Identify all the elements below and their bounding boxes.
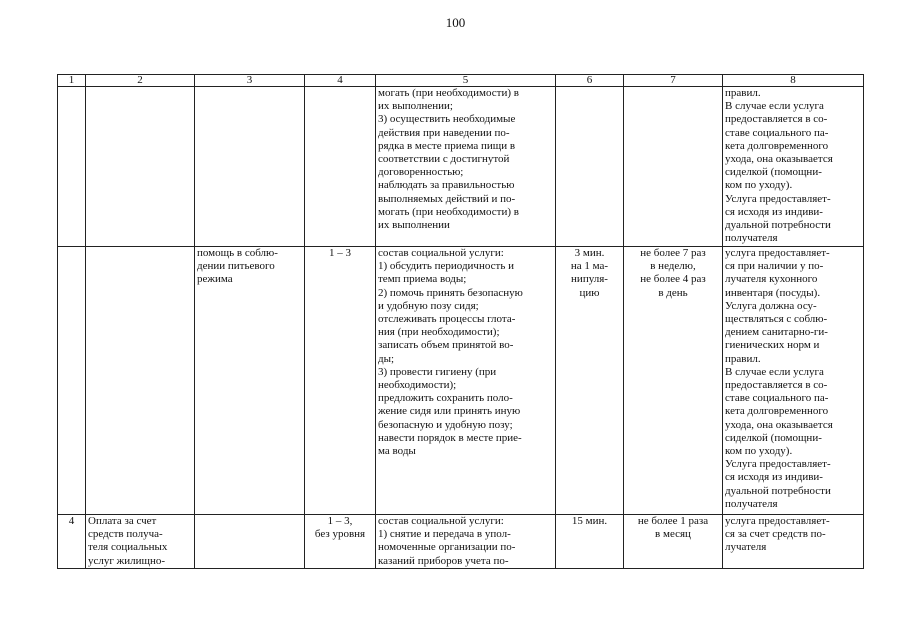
text-line: Услуга должна осу- xyxy=(725,299,817,312)
table-cell xyxy=(305,87,376,247)
table-row xyxy=(58,87,864,247)
text-line: нипуля- xyxy=(571,273,608,286)
duration-cell: 15 мин. xyxy=(556,515,624,569)
conditions-cell xyxy=(723,247,864,515)
frequency-cell xyxy=(624,247,723,515)
text-line: ся исходя из индиви- xyxy=(725,471,823,484)
text-line: без уровня xyxy=(314,528,366,541)
header-cell: 5 xyxy=(376,75,556,87)
text-line: состав социальной услуги: xyxy=(378,515,504,527)
text-line: ния (при необходимости); xyxy=(378,326,500,339)
table-cell xyxy=(195,515,305,569)
text-line: ставе социального па- xyxy=(725,392,829,405)
text-line: кета долговременного xyxy=(725,139,829,152)
text-line: ком по уходу). xyxy=(725,179,793,192)
service-title-cell xyxy=(86,515,195,569)
text-line: соответствии с достигнутой xyxy=(378,153,510,166)
text-line: 3 мин. xyxy=(574,247,605,259)
text-line: казаний приборов учета по- xyxy=(378,554,509,567)
text-line: в неделю, xyxy=(650,260,696,273)
text-line: лучателя кухонного xyxy=(725,273,818,286)
table-cell xyxy=(195,87,305,247)
text-line: могать (при необходимости) в xyxy=(378,205,519,218)
service-name-cell xyxy=(195,247,305,515)
text-line: ставе социального па- xyxy=(725,126,829,139)
text-line: ма воды xyxy=(378,445,416,458)
text-line: предоставляется в со- xyxy=(725,113,828,126)
header-cell: 6 xyxy=(556,75,624,87)
text-line: отслеживать процессы глота- xyxy=(378,313,516,326)
text-line: сиделкой (помощни- xyxy=(725,166,822,179)
text-line: дением санитарно-ги- xyxy=(725,326,828,339)
text-line: кета долговременного xyxy=(725,405,829,418)
header-cell: 1 xyxy=(58,75,86,87)
text-line: 3) осуществить необходимые xyxy=(378,113,516,126)
text-line: и удобную позу сидя; xyxy=(378,299,479,312)
row-number-cell: 4 xyxy=(58,515,86,569)
services-table xyxy=(57,74,864,569)
text-line: гиенических норм и xyxy=(725,339,820,352)
text-line: услуга предоставляет- xyxy=(725,247,830,259)
text-line: выполняемых действий и по- xyxy=(378,192,516,205)
text-line: средств получа- xyxy=(88,528,163,541)
header-cell: 7 xyxy=(624,75,723,87)
text-line: темп приема воды; xyxy=(378,273,467,286)
text-line: в месяц xyxy=(655,528,691,541)
text-line: Оплата за счет xyxy=(88,515,157,527)
text-line: В случае если услуга xyxy=(725,365,824,378)
header-cell: 2 xyxy=(86,75,195,87)
service-content-cell xyxy=(376,247,556,515)
text-line: Услуга предоставляет- xyxy=(725,192,831,205)
text-line: дуальной потребности xyxy=(725,484,831,497)
text-line: записать объем принятой во- xyxy=(378,339,514,352)
text-line: в день xyxy=(658,286,688,299)
text-line: правил. xyxy=(725,87,761,99)
text-line: ды; xyxy=(378,352,395,365)
text-line: В случае если услуга xyxy=(725,100,824,113)
table-cell xyxy=(556,87,624,247)
text-line: помощь в соблю- xyxy=(197,247,278,259)
text-line: действия при наведении по- xyxy=(378,126,510,139)
text-line: безопасную и удобную позу; xyxy=(378,418,513,431)
text-line: жение сидя или принять иную xyxy=(378,405,521,418)
text-line: сиделкой (помощни- xyxy=(725,431,822,444)
text-line: рядка в месте приема пищи в xyxy=(378,139,516,152)
table-row xyxy=(58,247,864,515)
text-line: могать (при необходимости) в xyxy=(378,87,519,99)
table-cell xyxy=(58,87,86,247)
text-line: не более 1 раза xyxy=(637,515,709,527)
text-line: их выполнении xyxy=(378,219,450,232)
text-line: ществляться с соблю- xyxy=(725,313,828,326)
frequency-cell xyxy=(624,515,723,569)
text-line: режима xyxy=(197,273,233,286)
text-line: на 1 ма- xyxy=(570,260,609,273)
text-line: 1) снятие и передача в упол- xyxy=(378,528,511,541)
conditions-cell xyxy=(723,87,864,247)
text-line: услуга предоставляет- xyxy=(725,515,830,527)
text-line: номоченные организации по- xyxy=(378,541,516,554)
header-cell: 4 xyxy=(305,75,376,87)
text-line: наблюдать за правильностью xyxy=(378,179,515,192)
text-line: не более 4 раз xyxy=(640,273,706,286)
duration-cell xyxy=(556,247,624,515)
table-header-row xyxy=(58,75,864,87)
header-cell: 3 xyxy=(195,75,305,87)
table-cell xyxy=(86,247,195,515)
text-line: правил. xyxy=(725,352,761,365)
text-line: дении питьевого xyxy=(197,260,275,273)
text-line: навести порядок в месте прие- xyxy=(378,431,522,444)
page-number: 100 xyxy=(445,15,466,30)
text-line: договоренностью; xyxy=(378,166,464,179)
text-line: услуг жилищно- xyxy=(88,554,166,567)
text-line: 2) помочь принять безопасную xyxy=(378,286,523,299)
table-cell xyxy=(624,87,723,247)
text-line: дуальной потребности xyxy=(725,219,831,232)
text-line: лучателя xyxy=(725,541,767,554)
text-line: ся при наличии у по- xyxy=(725,260,824,273)
header-cell: 8 xyxy=(723,75,864,87)
text-line: предоставляется в со- xyxy=(725,379,828,392)
table-cell xyxy=(58,247,86,515)
level-cell: 1 – 3 xyxy=(305,247,376,515)
text-line: состав социальной услуги: xyxy=(378,247,504,259)
table-cell xyxy=(86,87,195,247)
text-line: Услуга предоставляет- xyxy=(725,458,831,471)
text-line: цию xyxy=(579,286,600,299)
conditions-cell xyxy=(723,515,864,569)
text-line: их выполнении; xyxy=(378,100,453,113)
text-line: получателя xyxy=(725,232,778,245)
service-content-cell xyxy=(376,87,556,247)
service-content-cell xyxy=(376,515,556,569)
text-line: необходимости); xyxy=(378,379,457,392)
table-row xyxy=(58,515,864,569)
text-line: предложить сохранить поло- xyxy=(378,392,513,405)
text-line: ухода, она оказывается xyxy=(725,418,833,431)
text-line: ухода, она оказывается xyxy=(725,153,833,166)
text-line: ком по уходу). xyxy=(725,445,793,458)
text-line: теля социальных xyxy=(88,541,168,554)
text-line: ся исходя из индиви- xyxy=(725,205,823,218)
text-line: 3) провести гигиену (при xyxy=(378,365,497,378)
level-cell xyxy=(305,515,376,569)
text-line: 1) обсудить периодичность и xyxy=(378,260,514,273)
text-line: ся за счет средств по- xyxy=(725,528,826,541)
text-line: не более 7 раз xyxy=(640,247,706,259)
text-line: 1 – 3, xyxy=(327,515,353,527)
text-line: получателя xyxy=(725,497,778,510)
text-line: инвентаря (посуды). xyxy=(725,286,821,299)
